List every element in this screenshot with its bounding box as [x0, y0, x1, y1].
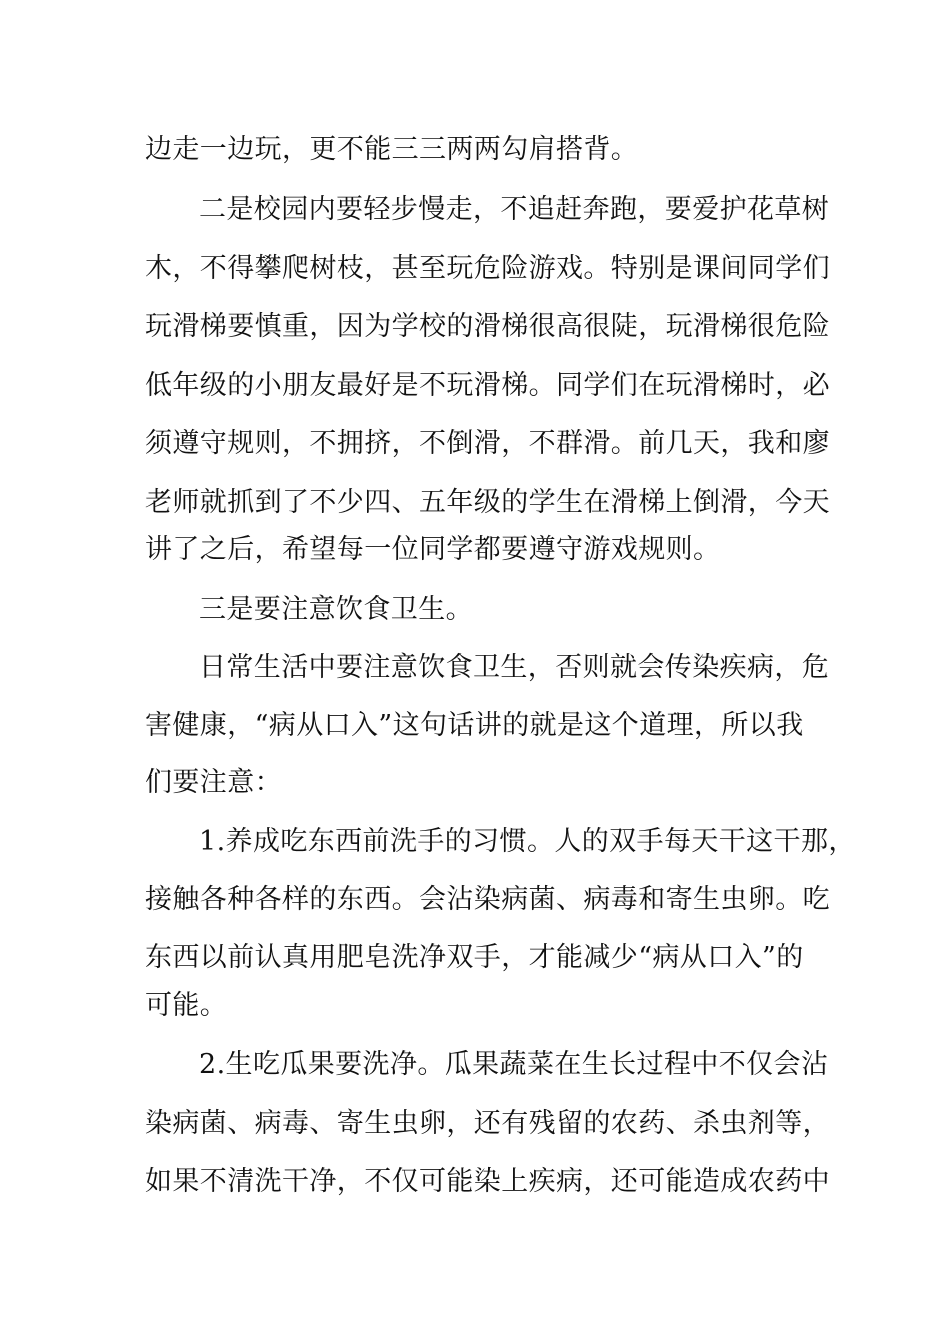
text-line: 染病菌、病毒、寄生虫卵，还有残留的农药、杀虫剂等，: [145, 1108, 830, 1139]
text-line: 低年级的小朋友最好是不玩滑梯。同学们在玩滑梯时，必: [145, 370, 830, 401]
text-line: 讲了之后，希望每一位同学都要遵守游戏规则。: [145, 534, 721, 565]
list-item-first-line: 1.养成吃东西前洗手的习惯。人的双手每天干这干那，: [199, 826, 856, 857]
text-line: 须遵守规则，不拥挤，不倒滑，不群滑。前几天，我和廖: [145, 428, 830, 459]
text-line: 东西以前认真用肥皂洗净双手，才能减少“病从口入”的: [145, 942, 804, 973]
paragraph-first-line: 二是校园内要轻步慢走，不追赶奔跑，要爱护花草树: [199, 194, 830, 225]
text-line: 们要注意：: [145, 767, 282, 798]
text-line: 接触各种各样的东西。会沾染病菌、病毒和寄生虫卵。吃: [145, 884, 830, 915]
text-line: 害健康，“病从口入”这句话讲的就是这个道理，所以我: [145, 710, 804, 741]
list-item-first-line: 2.生吃瓜果要洗净。瓜果蔬菜在生长过程中不仅会沾: [199, 1049, 829, 1080]
text-line: 边走一边玩，更不能三三两两勾肩搭背。: [145, 134, 639, 165]
text-line: 玩滑梯要慎重，因为学校的滑梯很高很陡，玩滑梯很危险: [145, 311, 830, 342]
text-line: 如果不清洗干净，不仅可能染上疾病，还可能造成农药中: [145, 1166, 830, 1197]
paragraph-first-line: 日常生活中要注意饮食卫生，否则就会传染疾病，危: [199, 652, 830, 683]
text-line: 木，不得攀爬树枝，甚至玩危险游戏。特别是课间同学们: [145, 253, 830, 284]
text-line: 老师就抓到了不少四、五年级的学生在滑梯上倒滑，今天: [145, 487, 830, 518]
section-heading: 三是要注意饮食卫生。: [199, 594, 473, 625]
text-line: 可能。: [145, 990, 228, 1021]
